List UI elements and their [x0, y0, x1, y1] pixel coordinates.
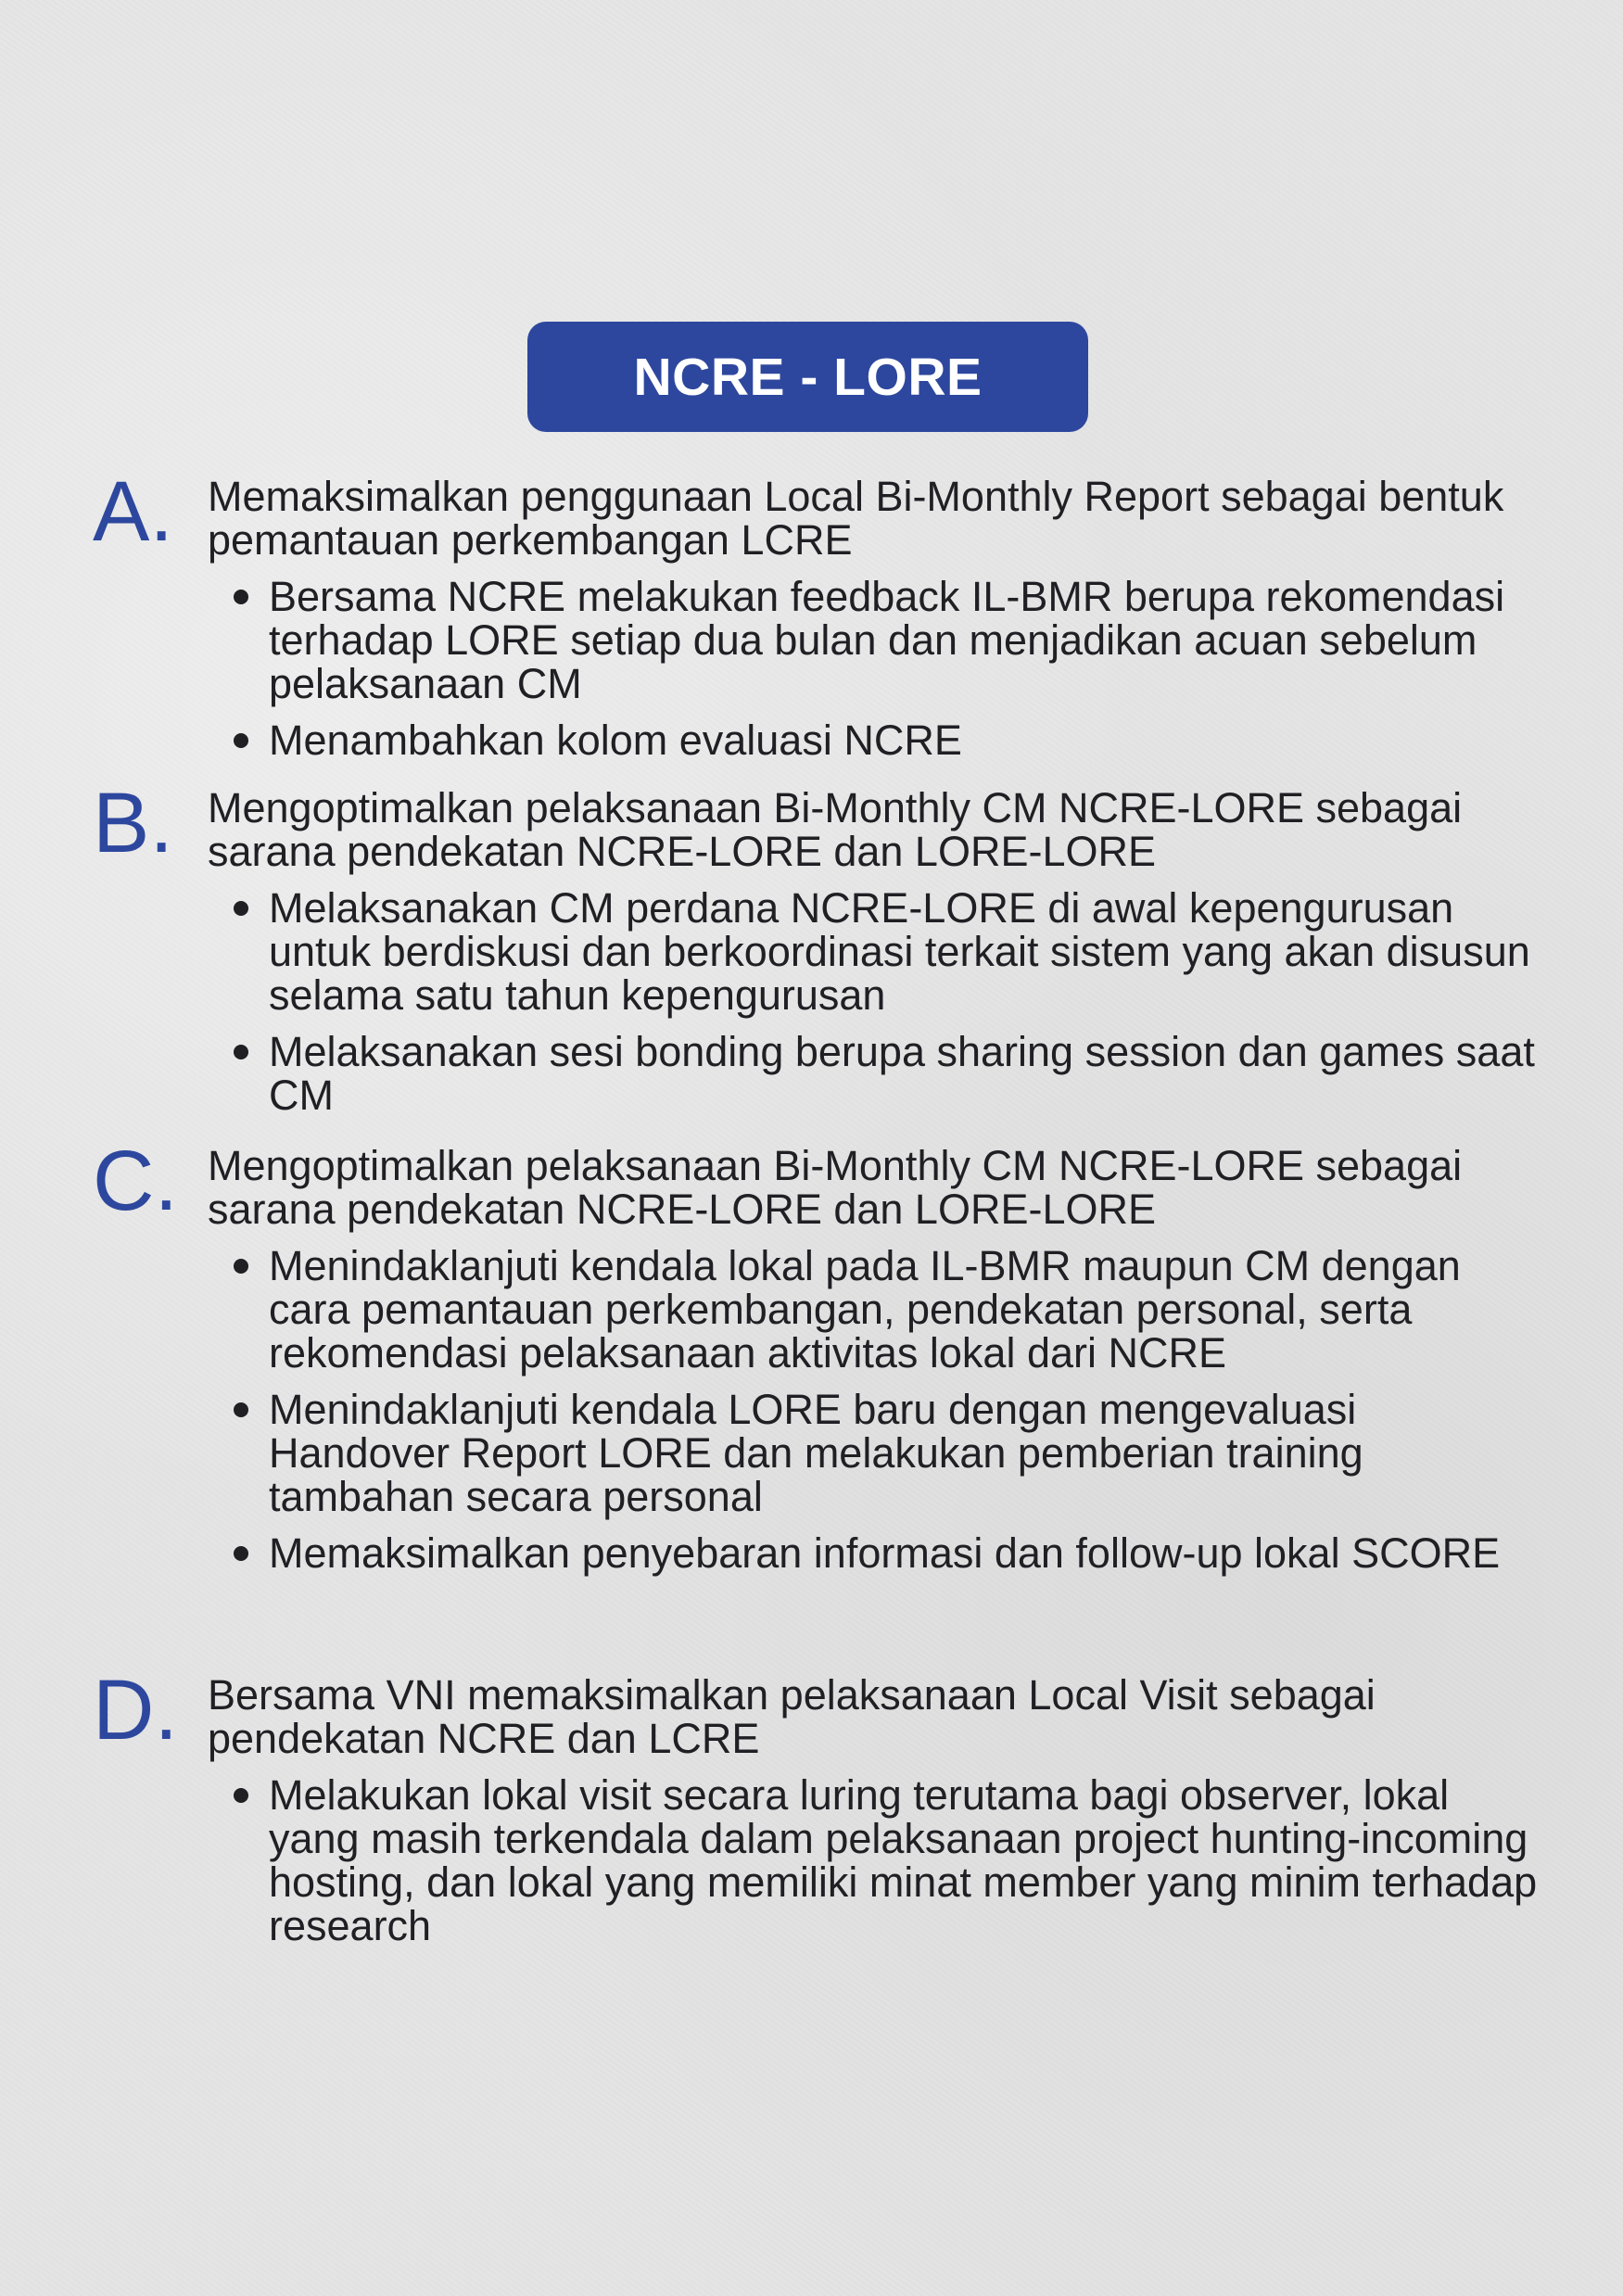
section-c [93, 1134, 1539, 1588]
point-text: Menindaklanjuti kendala LORE baru dengan mengevaluasi Handover Report LORE dan melakukan pemberian training tambahan secara personal [269, 1386, 1363, 1520]
point-text: Memaksimalkan penyebaran informasi dan follow-up lokal SCORE [269, 1529, 1501, 1577]
bullet-icon [234, 1546, 248, 1561]
section-b [93, 776, 1539, 1130]
section-heading: Bersama VNI memaksimalkan pelaksanaan Local Visit sebagai pendekatan NCRE dan LCRE [208, 1671, 1376, 1762]
point-text: Menindaklanjuti kendala lokal pada IL-BMR maupun CM dengan cara pemantauan perkembangan, pendekatan personal, serta rekomendasi pelaksanaan aktivitas lokal dari NCRE [269, 1242, 1461, 1376]
point-text: Melaksanakan sesi bonding berupa sharing session dan games saat CM [269, 1028, 1535, 1119]
section-letter: D. [93, 1663, 178, 1757]
list-item [230, 1244, 1539, 1375]
page-title: NCRE - LORE [633, 347, 983, 407]
point-list [93, 575, 1539, 762]
point-list [93, 1244, 1539, 1575]
point-list [93, 886, 1539, 1117]
bullet-icon [234, 1402, 248, 1417]
section-letter: B. [93, 776, 173, 870]
list-item [230, 886, 1539, 1017]
point-list [93, 1773, 1539, 1947]
bullet-icon [234, 590, 248, 604]
section-heading: Mengoptimalkan pelaksanaan Bi-Monthly CM NCRE-LORE sebagai sarana pendekatan NCRE-LORE dan LORE-LORE [208, 1142, 1463, 1233]
bullet-icon [234, 901, 248, 916]
list-item [230, 718, 1539, 762]
point-text: Melaksanakan CM perdana NCRE-LORE di awal kepengurusan untuk berdiskusi dan berkoordinasi terkait sistem yang akan disusun selama satu tahun kepengurusan [269, 884, 1530, 1019]
point-text: Menambahkan kolom evaluasi NCRE [269, 717, 962, 764]
list-item [230, 1030, 1539, 1117]
point-text: Melakukan lokal visit secara luring terutama bagi observer, lokal yang masih terkendala dalam pelaksanaan project hunting-incoming hosting, dan lokal yang memiliki minat member yang minim terhadap research [269, 1771, 1538, 1949]
section-heading: Mengoptimalkan pelaksanaan Bi-Monthly CM NCRE-LORE sebagai sarana pendekatan NCRE-LORE dan LORE-LORE [208, 784, 1463, 875]
point-text: Bersama NCRE melakukan feedback IL-BMR berupa rekomendasi terhadap LORE setiap dua bulan dan menjadikan acuan sebelum pelaksanaan CM [269, 573, 1505, 707]
section-a [93, 464, 1539, 775]
bullet-icon [234, 1045, 248, 1059]
list-item [230, 1773, 1539, 1947]
bullet-icon [234, 1788, 248, 1803]
list-item [230, 575, 1539, 705]
list-item [230, 1388, 1539, 1518]
section-letter: A. [93, 464, 173, 559]
list-item [230, 1531, 1539, 1575]
bullet-icon [234, 733, 248, 748]
bullet-icon [234, 1259, 248, 1274]
section-heading: Memaksimalkan penggunaan Local Bi-Monthly Report sebagai bentuk pemantauan perkembangan LCRE [208, 473, 1504, 564]
section-letter: C. [93, 1134, 178, 1228]
title-banner [527, 322, 1088, 432]
section-d [93, 1663, 1539, 1960]
